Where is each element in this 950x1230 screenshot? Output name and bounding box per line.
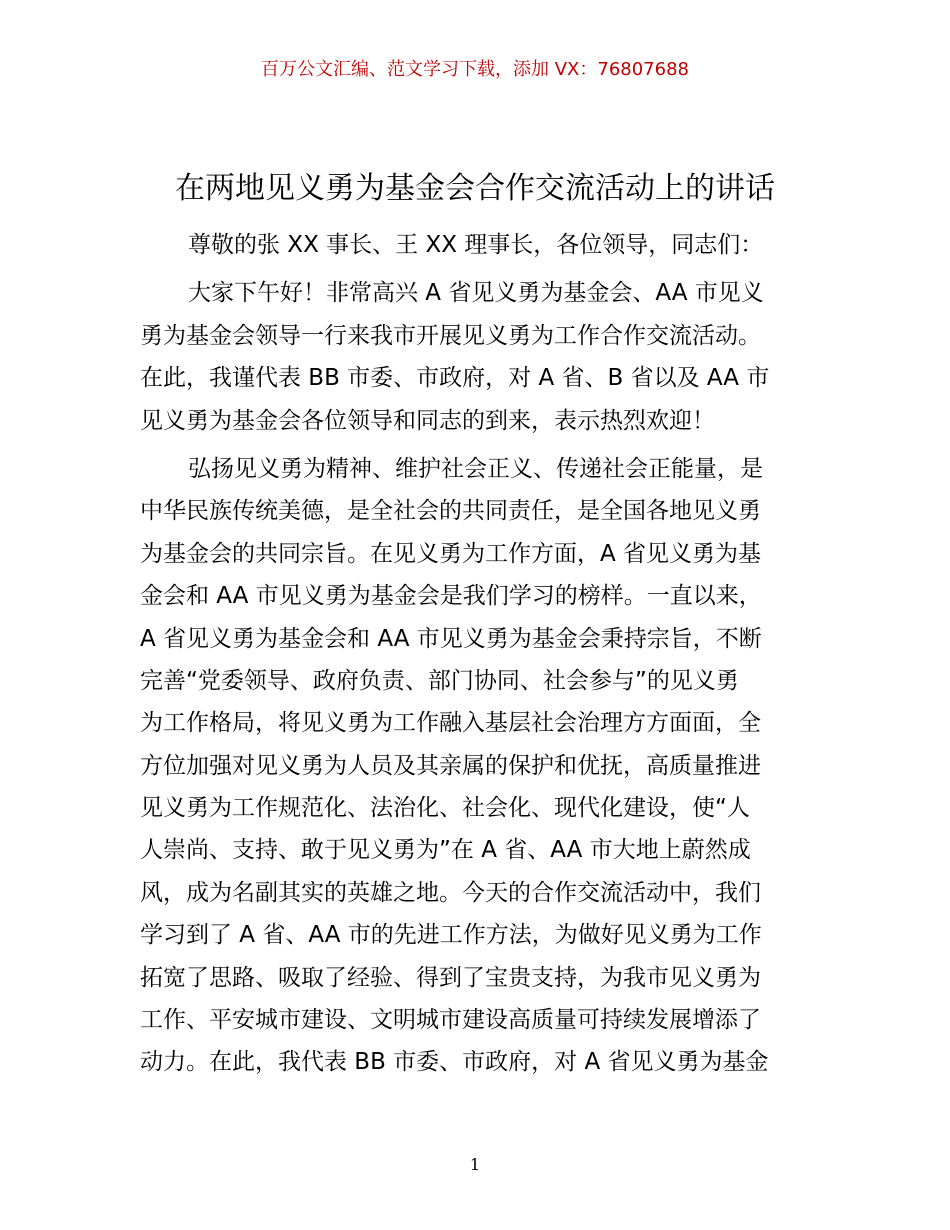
salutation: 尊敬的张 XX 事长、王 XX 理事长，各位领导，同志们： [188, 232, 764, 258]
paragraph-line: 工作、平安城市建设、文明城市建设高质量可持续发展增添了 [140, 1007, 761, 1034]
paragraph-line: 见义勇为基金会各位领导和同志的到来，表示热烈欢迎！ [140, 407, 715, 434]
paragraph-line: 拓宽了思路、吸取了经验、得到了宝贵支持，为我市见义勇为 [140, 964, 761, 991]
paragraph-line: 弘扬见义勇为精神、维护社会正义、传递社会正能量，是 [188, 455, 763, 482]
header-banner: 百万公文汇编、范文学习下载，添加 VX：76807688 [261, 59, 689, 80]
paragraph-line: 完善“党委领导、政府负责、部门协同、社会参与”的见义勇 [140, 667, 739, 694]
paragraph-line: 为工作格局，将见义勇为工作融入基层社会治理方方面面，全 [140, 710, 761, 737]
paragraph-line: 人崇尚、支持、敢于见义勇为”在 A 省、AA 市大地上蔚然成 [140, 837, 751, 864]
document-title: 在两地见义勇为基金会合作交流活动上的讲话 [175, 171, 775, 206]
paragraph-line: 风，成为名副其实的英雄之地。今天的合作交流活动中，我们 [140, 879, 761, 906]
paragraph-line: 方位加强对见义勇为人员及其亲属的保护和优抚，高质量推进 [140, 752, 761, 779]
paragraph-line: 勇为基金会领导一行来我市开展见义勇为工作合作交流活动。 [140, 322, 761, 349]
paragraph-line: 大家下午好！非常高兴 A 省见义勇为基金会、AA 市见义 [188, 280, 764, 307]
paragraph-welcome [140, 272, 820, 442]
document-body [140, 224, 820, 1084]
paragraph-line: 学习到了 A 省、AA 市的先进工作方法，为做好见义勇为工作 [140, 922, 762, 949]
paragraph-line: 见义勇为工作规范化、法治化、社会化、现代化建设，使“人 [140, 795, 750, 822]
page-number: 1 [469, 1155, 481, 1174]
paragraph-line: 在此，我谨代表 BB 市委、市政府，对 A 省、B 省以及 AA 市 [140, 365, 770, 392]
paragraph-spirit [140, 448, 820, 1084]
paragraph-line: 为基金会的共同宗旨。在见义勇为工作方面，A 省见义勇为基 [140, 540, 762, 567]
paragraph-line: 动力。在此，我代表 BB 市委、市政府，对 A 省见义勇为基金 [140, 1049, 769, 1076]
paragraph-line: 金会和 AA 市见义勇为基金会是我们学习的榜样。一直以来， [140, 583, 762, 610]
paragraph-line: 中华民族传统美德，是全社会的共同责任，是全国各地见义勇 [140, 498, 761, 525]
paragraph-line: A 省见义勇为基金会和 AA 市见义勇为基金会秉持宗旨，不断 [140, 625, 762, 652]
